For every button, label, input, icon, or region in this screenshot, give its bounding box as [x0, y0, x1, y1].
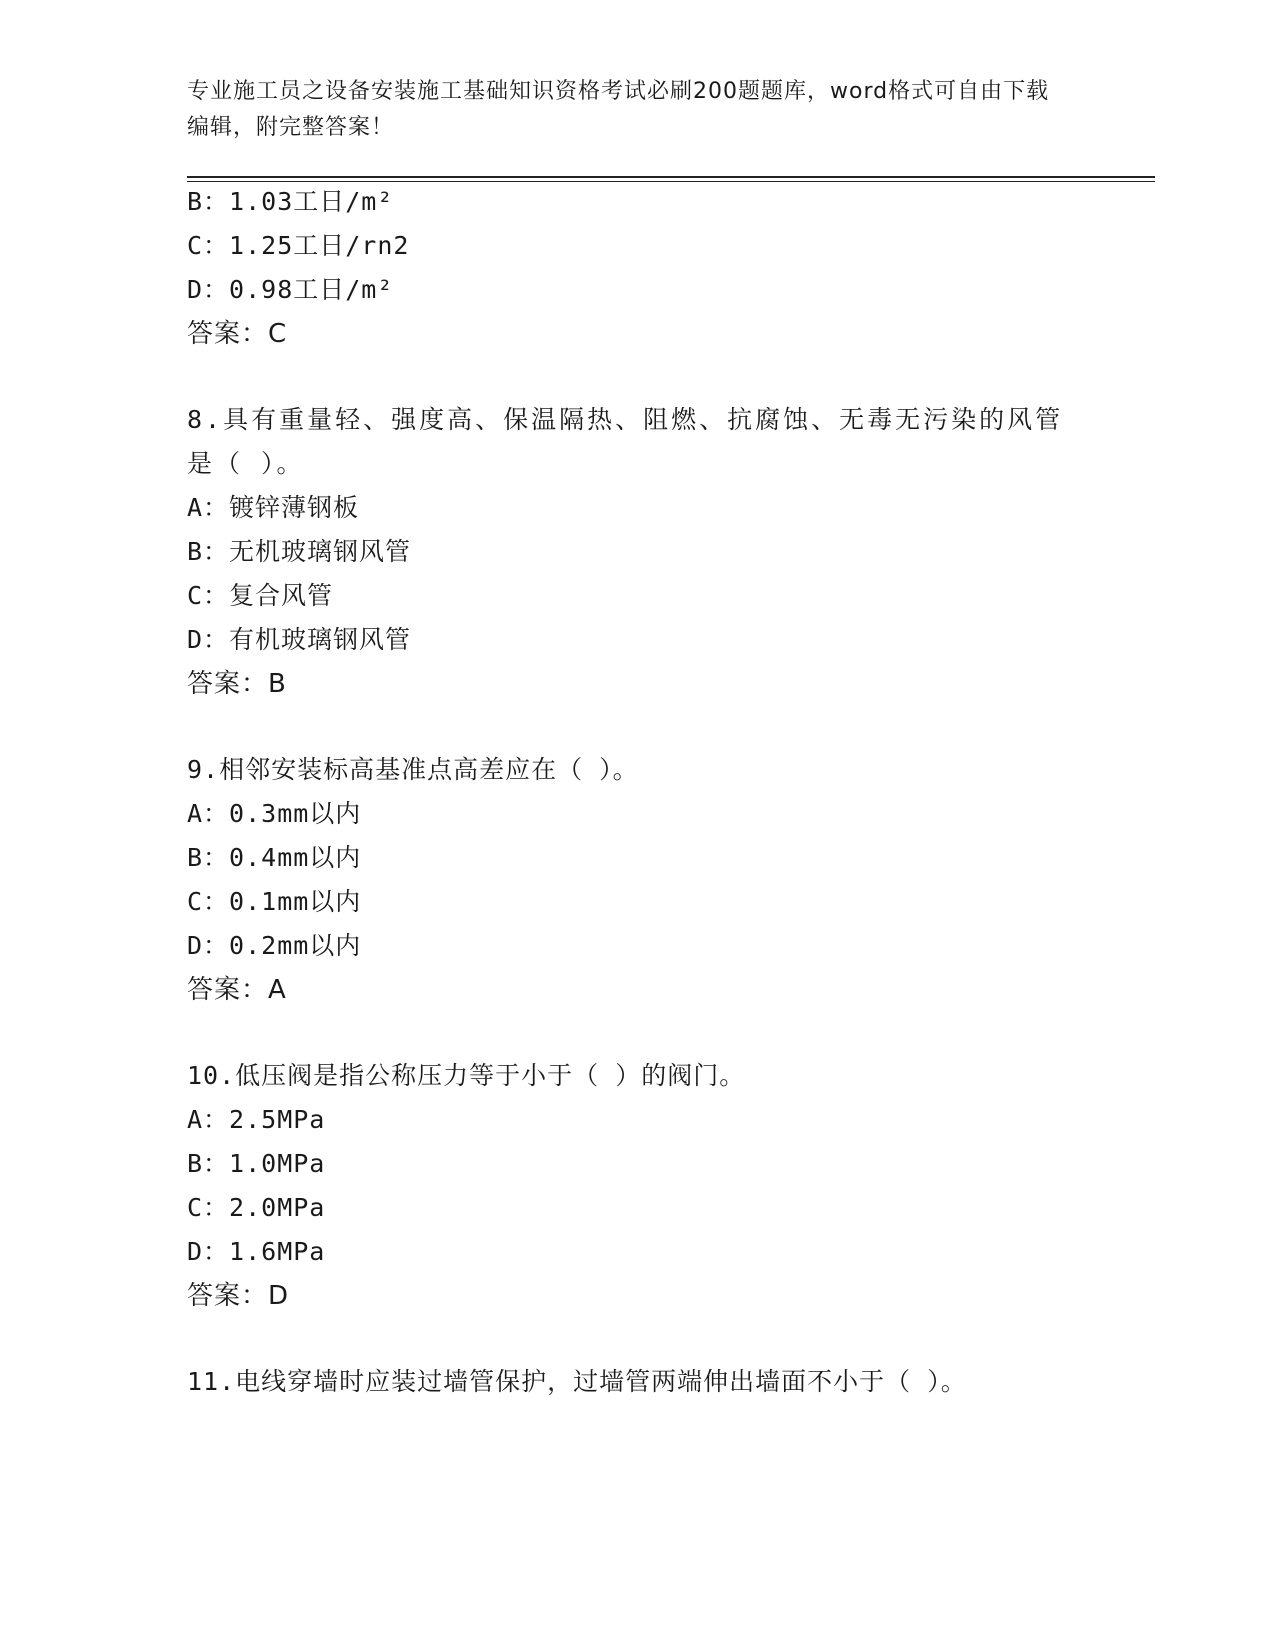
q10-option-a: A：2.5MPa — [187, 1105, 326, 1134]
q9-answer: 答案：A — [187, 975, 287, 1005]
q9-option-d: D：0.2mm以内 — [187, 931, 362, 960]
q7-option-b: B：1.03工日/m² — [187, 187, 394, 216]
q9-option-b: B：0.4mm以内 — [187, 843, 362, 872]
q8-stem: 8.具有重量轻、强度高、保温隔热、阻燃、抗腐蚀、无毒无污染的风管是（ ）。 — [187, 405, 1064, 478]
q8-option-c: C：复合风管 — [187, 581, 334, 610]
q10-option-b: B：1.0MPa — [187, 1149, 326, 1178]
q9-stem: 9.相邻安装标高基准点高差应在（ ）。 — [187, 755, 639, 784]
q7-option-c: C：1.25工日/rn2 — [187, 231, 410, 260]
q8-option-a: A：镀锌薄钢板 — [187, 493, 360, 522]
header-divider — [187, 176, 1155, 182]
q10-option-c: C：2.0MPa — [187, 1193, 326, 1222]
q7-answer: 答案：C — [187, 319, 288, 349]
page-title: 专业施工员之设备安装施工基础知识资格考试必刷200题题库，word格式可自由下载编辑，附完整答案！ — [187, 79, 1050, 140]
q10-answer: 答案：D — [187, 1281, 290, 1311]
q9-option-a: A：0.3mm以内 — [187, 799, 362, 828]
q7-option-d: D：0.98工日/m² — [187, 275, 394, 304]
q9-option-c: C：0.1mm以内 — [187, 887, 362, 916]
q10-stem: 10.低压阀是指公称压力等于小于（ ）的阀门。 — [187, 1061, 746, 1090]
q8-answer: 答案：B — [187, 669, 287, 699]
q8-option-b: B：无机玻璃钢风管 — [187, 537, 412, 566]
q11-stem: 11.电线穿墙时应装过墙管保护，过墙管两端伸出墙面不小于（ ）。 — [187, 1367, 967, 1396]
q10-option-d: D：1.6MPa — [187, 1237, 326, 1266]
q8-option-d: D：有机玻璃钢风管 — [187, 625, 412, 654]
